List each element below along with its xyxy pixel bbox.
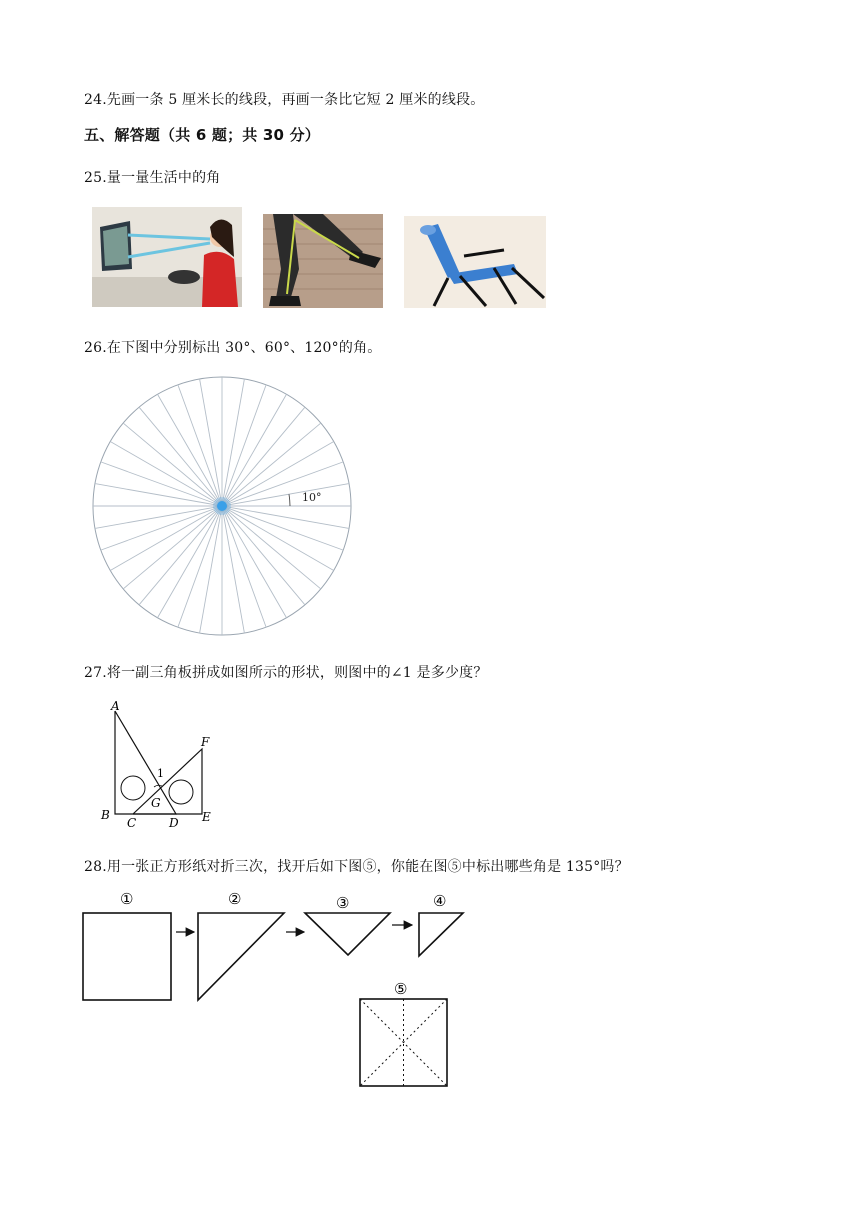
svg-text:A: A (111, 699, 120, 713)
ten-degree-arc (289, 494, 290, 506)
computer-viewing-angle-photo (92, 207, 242, 307)
paper-folding-figure (78, 888, 478, 1094)
protractor-circle-figure (90, 374, 354, 638)
svg-text:④: ④ (433, 892, 447, 910)
folded-triangle-3 (419, 913, 463, 956)
svg-text:1: 1 (157, 767, 164, 780)
section-heading: 五、解答题（共 6 题；共 30 分） (84, 126, 321, 144)
folded-triangle-1 (198, 913, 284, 1000)
svg-text:①: ① (120, 890, 134, 908)
svg-text:F: F (201, 735, 210, 749)
svg-text:⑤: ⑤ (394, 980, 408, 998)
svg-text:③: ③ (336, 894, 350, 912)
triangle-rulers-figure (98, 697, 222, 829)
square-paper (83, 913, 171, 1000)
question-27: 27.将一副三角板拼成如图所示的形状，则图中的∠1 是多少度？ (84, 665, 488, 681)
question-24: 24.先画一条 5 厘米长的线段，再画一条比它短 2 厘米的线段。 (84, 92, 485, 108)
triangle-abd (115, 711, 176, 814)
svg-text:D: D (169, 816, 179, 829)
svg-text:B: B (101, 808, 110, 822)
svg-text:②: ② (228, 890, 242, 908)
reclining-chair-angle-photo (404, 216, 546, 308)
ten-degree-label: 10° (302, 491, 322, 504)
folded-triangle-2 (305, 913, 390, 955)
svg-text:E: E (202, 810, 211, 824)
question-26: 26.在下图中分别标出 30°、60°、120°的角。 (84, 340, 382, 356)
left-hole (121, 776, 145, 800)
question-28: 28.用一张正方形纸对折三次，找开后如下图⑤，你能在图⑤中标出哪些角是 135°吗？ (84, 859, 629, 875)
walking-legs-angle-photo (263, 214, 383, 308)
svg-text:C: C (127, 816, 137, 829)
question-25: 25.量一量生活中的角 (84, 170, 221, 186)
right-hole (169, 780, 193, 804)
svg-text:G: G (151, 796, 161, 810)
angle-1-arc (154, 785, 162, 787)
